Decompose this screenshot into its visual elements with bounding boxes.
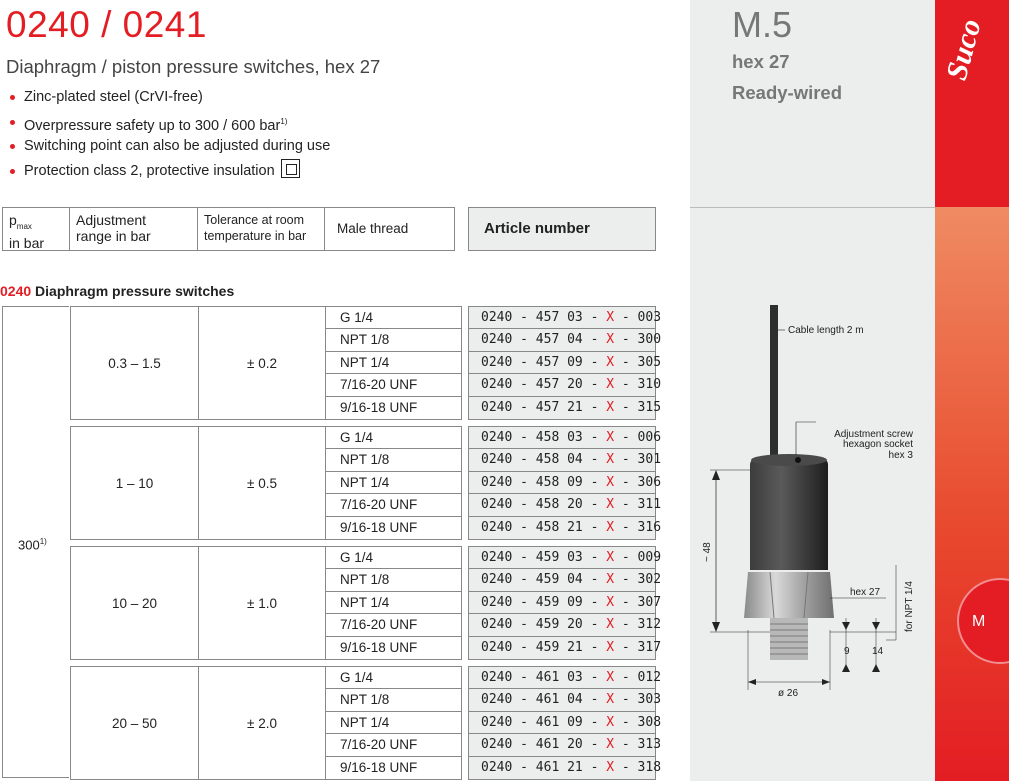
- article-number[interactable]: [469, 614, 662, 636]
- article-number[interactable]: [469, 307, 662, 329]
- article-suffix: - 009: [614, 550, 662, 565]
- article-suffix: - 317: [614, 639, 662, 655]
- suco-logo: [940, 6, 1006, 98]
- article-variant: X: [606, 692, 615, 708]
- adjustment-range: 10 – 20: [71, 547, 199, 659]
- article-suffix: - 300: [614, 332, 662, 348]
- thread-cell: 9/16-18 UNF: [340, 759, 418, 775]
- article-prefix: 0240 - 457 04 -: [481, 332, 607, 348]
- article-variant: X: [606, 737, 615, 753]
- column-header-pmax: [3, 208, 70, 250]
- article-prefix: 0240 - 461 03 -: [481, 670, 607, 685]
- adjustment-screw: [795, 457, 801, 463]
- thread-cell: G 1/4: [326, 307, 461, 329]
- article-suffix: - 003: [614, 310, 662, 325]
- thread-cell: G 1/4: [326, 667, 461, 689]
- feature-text: Overpressure safety up to 300 / 600 bar: [24, 117, 281, 134]
- svg-text:Suco: Suco: [940, 15, 988, 84]
- thread-cell: NPT 1/4: [326, 352, 461, 374]
- pmax-number: 300: [18, 537, 40, 553]
- article-number[interactable]: [469, 757, 662, 779]
- range-header-text: Adjustment range in bar: [76, 212, 151, 244]
- npt-label: for NPT 1/4: [904, 581, 915, 632]
- article-suffix: - 308: [614, 714, 662, 730]
- article-number[interactable]: [469, 427, 662, 449]
- article-variant: X: [606, 310, 615, 325]
- thread-list: [326, 667, 461, 779]
- article-variant: X: [606, 399, 615, 415]
- article-suffix: - 012: [614, 670, 662, 685]
- tolerance: ± 1.0: [199, 547, 326, 659]
- thread-cell: 9/16-18 UNF: [340, 639, 418, 655]
- article-variant: X: [606, 519, 615, 535]
- thread-cell: NPT 1/4: [326, 472, 461, 494]
- article-number[interactable]: [469, 449, 662, 471]
- range-group: [70, 306, 462, 420]
- feature-text: Switching point can also be adjusted during use: [24, 138, 331, 154]
- article-prefix: 0240 - 458 04 -: [481, 452, 607, 468]
- article-variant: X: [606, 430, 615, 445]
- feature-item: [8, 136, 330, 161]
- article-variant: X: [606, 497, 615, 513]
- article-suffix: - 006: [614, 430, 662, 445]
- article-suffix: - 310: [614, 377, 662, 393]
- switch-body: [750, 457, 828, 570]
- thread-cell: G 1/4: [326, 547, 461, 569]
- body-top: [751, 454, 827, 466]
- article-group: [468, 306, 662, 420]
- article-number[interactable]: [469, 689, 662, 711]
- protective-insulation-icon: [281, 159, 300, 178]
- screw-label: hexagon socket: [842, 439, 913, 450]
- article-prefix: 0240 - 461 21 -: [481, 759, 607, 775]
- thread-cell: 9/16-18 UNF: [340, 399, 418, 415]
- article-prefix: 0240 - 458 21 -: [481, 519, 607, 535]
- adjustment-range: 1 – 10: [71, 427, 199, 539]
- article-number[interactable]: [469, 547, 662, 569]
- article-suffix: - 312: [614, 617, 662, 633]
- article-variant: X: [606, 670, 615, 685]
- thread-cell: 7/16-20 UNF: [326, 734, 461, 756]
- article-prefix: 0240 - 457 09 -: [481, 354, 607, 370]
- range-group: [70, 666, 462, 780]
- article-number[interactable]: [469, 667, 662, 689]
- article-prefix: 0240 - 458 20 -: [481, 497, 607, 513]
- article-prefix: 0240 - 457 21 -: [481, 399, 607, 415]
- article-variant: X: [606, 550, 615, 565]
- article-number[interactable]: [469, 472, 662, 494]
- article-prefix: 0240 - 459 03 -: [481, 550, 607, 565]
- section-tab-label: M: [972, 613, 986, 630]
- article-variant: X: [606, 332, 615, 348]
- article-suffix: - 302: [614, 572, 662, 588]
- article-suffix: - 313: [614, 737, 662, 753]
- article-prefix: 0240 - 457 03 -: [481, 310, 607, 325]
- adjustment-range: 0.3 – 1.5: [71, 307, 199, 419]
- article-variant: X: [606, 474, 615, 490]
- article-suffix: - 315: [614, 399, 662, 415]
- article-number[interactable]: [469, 637, 662, 659]
- article-prefix: 0240 - 459 20 -: [481, 617, 607, 633]
- feature-item: [8, 161, 330, 186]
- thread-cell: NPT 1/4: [326, 712, 461, 734]
- thread-cell: 9/16-18 UNF: [340, 519, 418, 535]
- column-header-row: [2, 207, 455, 251]
- page-title: 0240 / 0241: [6, 4, 207, 45]
- article-suffix: - 307: [614, 594, 662, 610]
- product-diagram: [700, 300, 930, 700]
- pmax-unit: in bar: [9, 234, 45, 251]
- dimension-14: 14: [872, 646, 884, 657]
- tolerance: ± 2.0: [199, 667, 326, 779]
- article-prefix: 0240 - 461 04 -: [481, 692, 607, 708]
- column-header-tolerance: [198, 208, 325, 250]
- article-number[interactable]: [469, 517, 662, 539]
- brand-stripe-bottom: [935, 207, 1009, 781]
- cable: [770, 305, 778, 463]
- article-variant: X: [606, 377, 615, 393]
- article-number[interactable]: [469, 569, 662, 591]
- article-prefix: 0240 - 459 21 -: [481, 639, 607, 655]
- article-suffix: - 305: [614, 354, 662, 370]
- screw-label: Adjustment screw: [834, 429, 913, 440]
- thread-cell: NPT 1/8: [326, 689, 461, 711]
- article-group: [468, 666, 662, 780]
- tolerance: ± 0.2: [199, 307, 326, 419]
- article-prefix: 0240 - 461 09 -: [481, 714, 607, 730]
- cable-label: Cable length 2 m: [788, 325, 864, 336]
- article-variant: X: [606, 572, 615, 588]
- tolerance-header-text: Tolerance at room temperature in bar: [204, 213, 307, 243]
- article-group: [468, 426, 662, 540]
- article-number[interactable]: [469, 374, 662, 396]
- thread-header-text: Male thread: [337, 221, 409, 236]
- article-variant: X: [606, 617, 615, 633]
- article-suffix: - 303: [614, 692, 662, 708]
- hex-label: hex 27: [850, 587, 881, 598]
- height-label: ~ 48: [702, 542, 713, 562]
- feature-list: [8, 87, 330, 185]
- thread-cell: 7/16-20 UNF: [326, 614, 461, 636]
- section-label: [0, 283, 234, 299]
- feature-text: Protection class 2, protective insulation: [24, 162, 275, 179]
- article-number[interactable]: [469, 352, 662, 374]
- article-number[interactable]: [469, 397, 662, 419]
- thread-cell: G 1/4: [326, 427, 461, 449]
- range-group: [70, 546, 462, 660]
- thread-list: [326, 547, 461, 659]
- article-number[interactable]: [469, 712, 662, 734]
- article-variant: X: [606, 452, 615, 468]
- adjustment-range: 20 – 50: [71, 667, 199, 779]
- article-suffix: - 301: [614, 452, 662, 468]
- article-prefix: 0240 - 458 09 -: [481, 474, 607, 490]
- thread-cell: 7/16-20 UNF: [326, 494, 461, 516]
- article-variant: X: [606, 639, 615, 655]
- thread-cell: NPT 1/8: [326, 329, 461, 351]
- article-variant: X: [606, 354, 615, 370]
- feature-text: Zinc-plated steel (CrVI-free): [24, 89, 203, 105]
- thread-cell: NPT 1/8: [326, 449, 461, 471]
- thread-cell: NPT 1/4: [326, 592, 461, 614]
- panel-title: M.5: [732, 4, 793, 45]
- thread-cell: NPT 1/8: [326, 569, 461, 591]
- column-header-article: Article number: [468, 207, 656, 251]
- article-number[interactable]: [469, 494, 662, 516]
- article-prefix: 0240 - 458 03 -: [481, 430, 607, 445]
- article-suffix: - 306: [614, 474, 662, 490]
- column-header-thread: [325, 208, 456, 250]
- article-prefix: 0240 - 457 20 -: [481, 377, 607, 393]
- panel-subtitle-wired: Ready-wired: [732, 82, 843, 103]
- panel-divider: [690, 207, 935, 208]
- pmax-subscript: max: [16, 221, 32, 231]
- panel-subtitle-hex: hex 27: [732, 51, 790, 72]
- pmax-value: [18, 537, 47, 552]
- dimension-9: 9: [844, 646, 850, 657]
- page-subtitle: Diaphragm / piston pressure switches, hex 27: [6, 56, 381, 77]
- footnote-marker: 1): [280, 116, 288, 126]
- diameter-label: ø 26: [778, 688, 799, 699]
- section-code: 0240: [0, 283, 32, 299]
- hex-nut: [744, 572, 834, 618]
- thread-list: [326, 307, 461, 419]
- article-suffix: - 311: [614, 497, 662, 513]
- article-number[interactable]: [469, 592, 662, 614]
- feature-item: [8, 112, 330, 137]
- article-number[interactable]: [469, 329, 662, 351]
- article-group: [468, 546, 662, 660]
- article-prefix: 0240 - 461 20 -: [481, 737, 607, 753]
- footnote-marker: 1): [39, 537, 47, 546]
- pmax-symbol: p: [9, 212, 17, 228]
- article-variant: X: [606, 594, 615, 610]
- article-variant: X: [606, 714, 615, 730]
- article-variant: X: [606, 759, 615, 775]
- range-group: [70, 426, 462, 540]
- article-prefix: 0240 - 459 04 -: [481, 572, 607, 588]
- column-header-range: [70, 208, 198, 250]
- feature-item: [8, 87, 330, 112]
- article-suffix: - 316: [614, 519, 662, 535]
- tolerance: ± 0.5: [199, 427, 326, 539]
- section-title: Diaphragm pressure switches: [35, 283, 235, 299]
- article-number[interactable]: [469, 734, 662, 756]
- thread-cell: 7/16-20 UNF: [326, 374, 461, 396]
- article-prefix: 0240 - 459 09 -: [481, 594, 607, 610]
- thread-list: [326, 427, 461, 539]
- screw-label: hex 3: [888, 450, 913, 461]
- article-suffix: - 318: [614, 759, 662, 775]
